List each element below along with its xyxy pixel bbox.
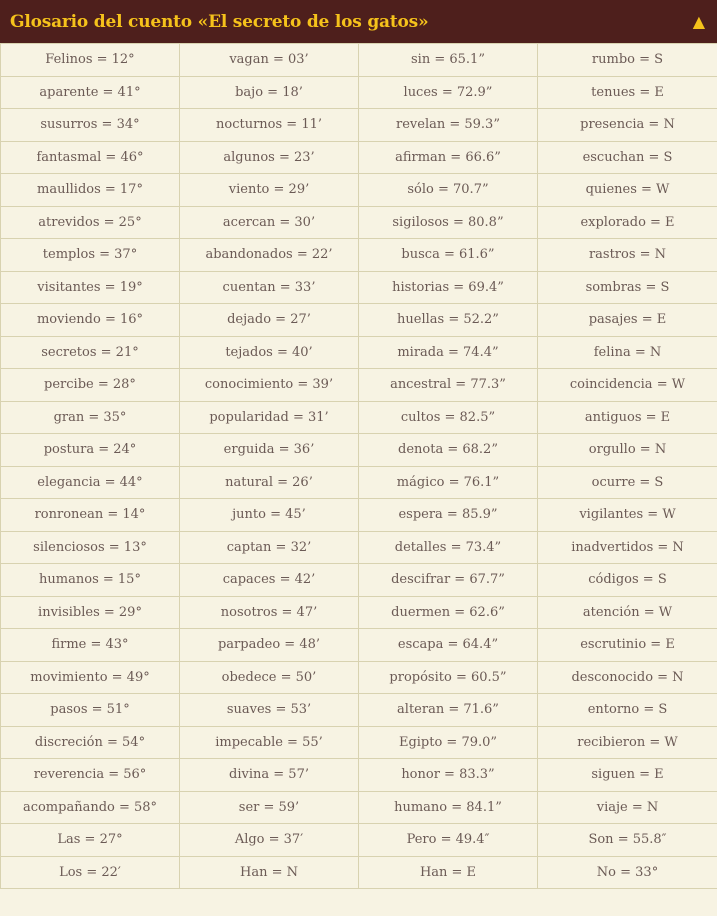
glossary-cell: aparente = 41° [1,76,180,109]
glossary-cell: felina = N [538,336,717,369]
glossary-cell: presencia = N [538,109,717,142]
glossary-cell: explorado = E [538,206,717,239]
table-row [1,434,717,467]
glossary-cell: afirman = 66.6” [359,141,538,174]
glossary-cell: sombras = S [538,271,717,304]
table-row [1,661,717,694]
glossary-cell: detalles = 73.4” [359,531,538,564]
glossary-cell: duermen = 62.6” [359,596,538,629]
glossary-cell: sólo = 70.7” [359,174,538,207]
glossary-cell: recibieron = W [538,726,717,759]
glossary-cell: cultos = 82.5” [359,401,538,434]
table-row [1,564,717,597]
glossary-cell: ocurre = S [538,466,717,499]
table-row [1,629,717,662]
glossary-cell: nocturnos = 11’ [180,109,359,142]
glossary-cell: viento = 29’ [180,174,359,207]
table-row [1,726,717,759]
glossary-cell: divina = 57’ [180,759,359,792]
glossary-cell: algunos = 23’ [180,141,359,174]
glossary-cell: movimiento = 49° [1,661,180,694]
table-row [1,531,717,564]
table-row [1,856,717,889]
glossary-cell: Pero = 49.4″ [359,824,538,857]
glossary-cell: pasajes = E [538,304,717,337]
glossary-cell: rastros = N [538,239,717,272]
glossary-cell: códigos = S [538,564,717,597]
glossary-cell: tenues = E [538,76,717,109]
glossary-cell: revelan = 59.3” [359,109,538,142]
glossary-cell: ancestral = 77.3” [359,369,538,402]
glossary-cell: antiguos = E [538,401,717,434]
glossary-cell: viaje = N [538,791,717,824]
glossary-cell: cuentan = 33’ [180,271,359,304]
glossary-cell: Han = E [359,856,538,889]
glossary-cell: moviendo = 16° [1,304,180,337]
glossary-cell: Egipto = 79.0” [359,726,538,759]
glossary-cell: busca = 61.6” [359,239,538,272]
glossary-cell: escapa = 64.4” [359,629,538,662]
glossary-cell: postura = 24° [1,434,180,467]
glossary-cell: escuchan = S [538,141,717,174]
glossary-cell: Han = N [180,856,359,889]
glossary-cell: junto = 45’ [180,499,359,532]
glossary-cell: mirada = 74.4” [359,336,538,369]
glossary-cell: huellas = 52.2” [359,304,538,337]
glossary-cell: quienes = W [538,174,717,207]
glossary-cell: sigilosos = 80.8” [359,206,538,239]
glossary-cell: alteran = 71.6” [359,694,538,727]
glossary-cell: gran = 35° [1,401,180,434]
glossary-cell: impecable = 55’ [180,726,359,759]
table-row [1,694,717,727]
glossary-cell: entorno = S [538,694,717,727]
glossary-cell: pasos = 51° [1,694,180,727]
glossary-cell: elegancia = 44° [1,466,180,499]
glossary-cell: secretos = 21° [1,336,180,369]
glossary-cell: bajo = 18’ [180,76,359,109]
glossary-cell: susurros = 34° [1,109,180,142]
glossary-cell: desconocido = N [538,661,717,694]
table-row [1,369,717,402]
glossary-cell: dejado = 27’ [180,304,359,337]
glossary-body [1,44,717,889]
glossary-table [0,43,717,889]
glossary-cell: vigilantes = W [538,499,717,532]
glossary-cell: orgullo = N [538,434,717,467]
glossary-cell: firme = 43° [1,629,180,662]
glossary-cell: escrutinio = E [538,629,717,662]
glossary-cell: atención = W [538,596,717,629]
glossary-cell: acompañando = 58° [1,791,180,824]
glossary-cell: humanos = 15° [1,564,180,597]
glossary-cell: natural = 26’ [180,466,359,499]
table-row [1,499,717,532]
table-row [1,206,717,239]
glossary-cell: Algo = 37′ [180,824,359,857]
table-row [1,791,717,824]
glossary-cell: maullidos = 17° [1,174,180,207]
glossary-cell: obedece = 50’ [180,661,359,694]
glossary-cell: nosotros = 47’ [180,596,359,629]
glossary-cell: Son = 55.8″ [538,824,717,857]
glossary-cell: acercan = 30’ [180,206,359,239]
table-row [1,174,717,207]
glossary-cell: ser = 59’ [180,791,359,824]
glossary-cell: Los = 22′ [1,856,180,889]
glossary-cell: coincidencia = W [538,369,717,402]
table-row [1,76,717,109]
table-row [1,239,717,272]
glossary-cell: luces = 72.9” [359,76,538,109]
glossary-cell: sin = 65.1” [359,44,538,77]
table-row [1,304,717,337]
collapse-arrow-icon[interactable]: ▲ [692,11,705,31]
table-row [1,141,717,174]
glossary-cell: siguen = E [538,759,717,792]
glossary-cell: descifrar = 67.7” [359,564,538,597]
glossary-cell: percibe = 28° [1,369,180,402]
glossary-cell: humano = 84.1” [359,791,538,824]
glossary-cell: ronronean = 14° [1,499,180,532]
table-row [1,44,717,77]
glossary-cell: parpadeo = 48’ [180,629,359,662]
glossary-cell: invisibles = 29° [1,596,180,629]
glossary-cell: denota = 68.2” [359,434,538,467]
glossary-cell: capaces = 42’ [180,564,359,597]
glossary-cell: honor = 83.3” [359,759,538,792]
glossary-cell: espera = 85.9” [359,499,538,532]
glossary-cell: suaves = 53’ [180,694,359,727]
glossary-header[interactable] [0,0,717,43]
table-row [1,109,717,142]
table-row [1,759,717,792]
glossary-cell: tejados = 40’ [180,336,359,369]
glossary-cell: vagan = 03’ [180,44,359,77]
glossary-cell: Felinos = 12° [1,44,180,77]
glossary-cell: historias = 69.4” [359,271,538,304]
glossary-cell: Las = 27° [1,824,180,857]
glossary-cell: inadvertidos = N [538,531,717,564]
table-row [1,596,717,629]
glossary-cell: abandonados = 22’ [180,239,359,272]
glossary-title: Glosario del cuento «El secreto de los gatos» [10,11,429,32]
glossary-cell: visitantes = 19° [1,271,180,304]
glossary-cell: popularidad = 31’ [180,401,359,434]
glossary-cell: No = 33° [538,856,717,889]
glossary-cell: captan = 32’ [180,531,359,564]
glossary-cell: templos = 37° [1,239,180,272]
glossary-cell: propósito = 60.5” [359,661,538,694]
table-row [1,824,717,857]
table-row [1,466,717,499]
glossary-cell: rumbo = S [538,44,717,77]
glossary-cell: silenciosos = 13° [1,531,180,564]
glossary-cell: discreción = 54° [1,726,180,759]
glossary-cell: atrevidos = 25° [1,206,180,239]
glossary-cell: fantasmal = 46° [1,141,180,174]
glossary-cell: erguida = 36’ [180,434,359,467]
glossary-cell: mágico = 76.1” [359,466,538,499]
table-row [1,271,717,304]
glossary-cell: reverencia = 56° [1,759,180,792]
glossary-cell: conocimiento = 39’ [180,369,359,402]
table-row [1,401,717,434]
table-row [1,336,717,369]
